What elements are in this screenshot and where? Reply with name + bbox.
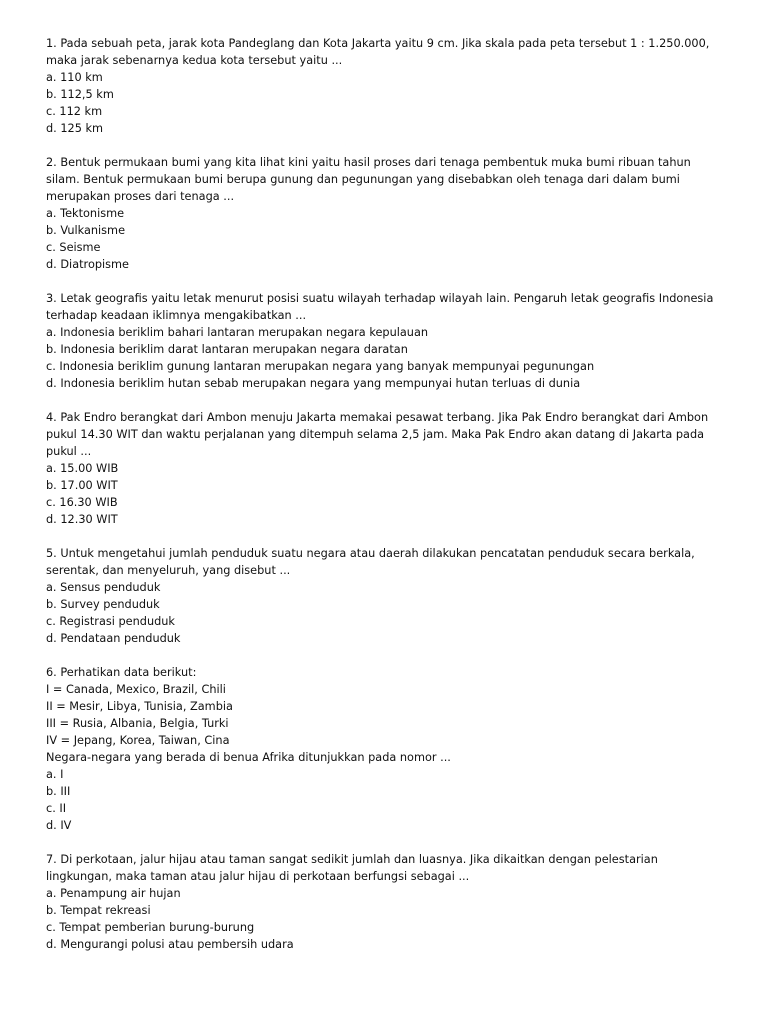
question-3: [46, 290, 726, 392]
question-4: [46, 409, 726, 528]
question-text: 6. Perhatikan data berikut:: [46, 666, 197, 679]
option-a: a. Tektonisme: [46, 207, 125, 220]
option-b: b. Vulkanisme: [46, 224, 126, 237]
option-a: a. Sensus penduduk: [46, 581, 161, 594]
option-a: a. 110 km: [46, 71, 103, 84]
option-d: d. 125 km: [46, 122, 104, 135]
option-b: b. Indonesia beriklim darat lantaran merupakan negara daratan: [46, 343, 408, 356]
question-2: [46, 154, 726, 273]
option-c: c. 112 km: [46, 105, 103, 118]
question-text: 3. Letak geografis yaitu letak menurut posisi suatu wilayah terhadap wilayah lain. Pengaruh letak geografis Indonesia terhadap keadaan iklimnya mengakibatkan ...: [46, 292, 714, 322]
option-d: d. 12.30 WIT: [46, 513, 118, 526]
question-text: 1. Pada sebuah peta, jarak kota Pandeglang dan Kota Jakarta yaitu 9 cm. Jika skala pada peta tersebut 1 : 1.250.000, maka jarak sebenarnya kedua kota tersebut yaitu ...: [46, 37, 710, 67]
data-line-4: IV = Jepang, Korea, Taiwan, Cina: [46, 734, 230, 747]
option-d: d. Mengurangi polusi atau pembersih udara: [46, 938, 294, 951]
option-c: c. Seisme: [46, 241, 101, 254]
option-a: a. Indonesia beriklim bahari lantaran merupakan negara kepulauan: [46, 326, 429, 339]
option-a: a. 15.00 WIB: [46, 462, 119, 475]
question-5: [46, 545, 726, 647]
question-prompt: Negara-negara yang berada di benua Afrika ditunjukkan pada nomor ...: [46, 751, 451, 764]
option-d: d. Diatropisme: [46, 258, 130, 271]
option-b: b. Tempat rekreasi: [46, 904, 151, 917]
question-7: [46, 851, 726, 953]
option-b: b. Survey penduduk: [46, 598, 160, 611]
option-b: b. 17.00 WIT: [46, 479, 118, 492]
option-a: a. I: [46, 768, 64, 781]
option-a: a. Penampung air hujan: [46, 887, 181, 900]
question-6: [46, 664, 726, 834]
question-text: 5. Untuk mengetahui jumlah penduduk suatu negara atau daerah dilakukan pencatatan penduduk secara berkala, serentak, dan menyeluruh, yang disebut ...: [46, 547, 695, 577]
document-page: [46, 35, 726, 970]
option-b: b. 112,5 km: [46, 88, 114, 101]
question-text: 2. Bentuk permukaan bumi yang kita lihat kini yaitu hasil proses dari tenaga pembentuk muka bumi ribuan tahun silam. Bentuk permukaan bumi berupa gunung dan pegunungan yang disebabkan oleh tenaga dari dalam bumi merupakan proses dari tenaga ...: [46, 156, 691, 203]
question-text: 7. Di perkotaan, jalur hijau atau taman sangat sedikit jumlah dan luasnya. Jika dikaitkan dengan pelestarian lingkungan, maka taman atau jalur hijau di perkotaan berfungsi sebagai ...: [46, 853, 658, 883]
option-d: d. Pendataan penduduk: [46, 632, 181, 645]
data-line-1: I = Canada, Mexico, Brazil, Chili: [46, 683, 226, 696]
data-line-2: II = Mesir, Libya, Tunisia, Zambia: [46, 700, 233, 713]
option-c: c. Tempat pemberian burung-burung: [46, 921, 255, 934]
option-c: c. Indonesia beriklim gunung lantaran merupakan negara yang banyak mempunyai pegunungan: [46, 360, 595, 373]
option-c: c. Registrasi penduduk: [46, 615, 175, 628]
option-c: c. II: [46, 802, 67, 815]
question-text: 4. Pak Endro berangkat dari Ambon menuju Jakarta memakai pesawat terbang. Jika Pak Endro berangkat dari Ambon pukul 14.30 WIT dan waktu perjalanan yang ditempuh selama 2,5 jam. Maka Pak Endro akan datang di Jakarta pada pukul ...: [46, 411, 709, 458]
option-d: d. Indonesia beriklim hutan sebab merupakan negara yang mempunyai hutan terluas di dunia: [46, 377, 581, 390]
option-c: c. 16.30 WIB: [46, 496, 118, 509]
option-d: d. IV: [46, 819, 72, 832]
option-b: b. III: [46, 785, 71, 798]
data-line-3: III = Rusia, Albania, Belgia, Turki: [46, 717, 229, 730]
question-1: [46, 35, 726, 137]
